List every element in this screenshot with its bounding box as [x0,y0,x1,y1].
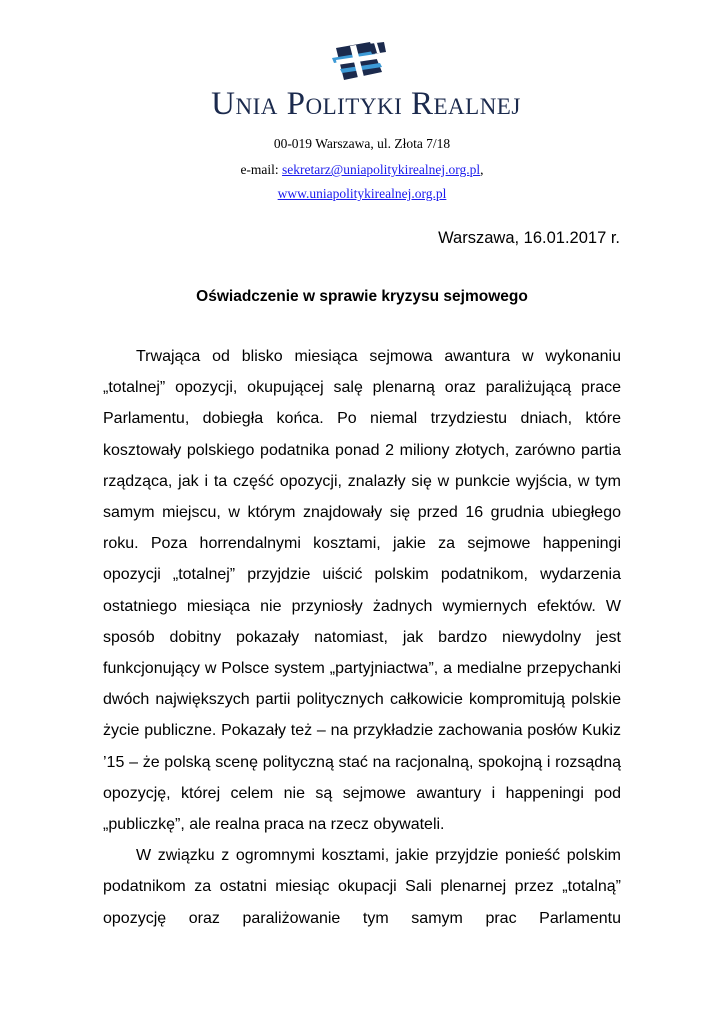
email-line [0,160,724,180]
upr-logo-icon [330,42,388,82]
document-title: Oświadczenie w sprawie kryzysu sejmowego [196,288,528,305]
document-body [103,341,621,934]
paragraph: W związku z ogromnymi kosztami, jakie przyjdzie ponieść polskim podatnikom za ostatni miesiąc okupacji Sali plenarnej przez „totalną” opozycję oraz paraliżowanie tym samym prac Parlamentu [103,847,621,927]
email-link[interactable]: sekretarz@uniapolitykirealnej.org.pl [282,162,481,177]
document-date: Warszawa, 16.01.2017 r. [438,229,620,247]
address-line: 00-019 Warszawa, ul. Złota 7/18 [273,136,451,151]
email-suffix: , [480,162,484,177]
website-line [0,184,724,204]
website-link[interactable]: www.uniapolitykirealnej.org.pl [277,186,447,201]
organization-name: Unia Polityki Realnej [211,86,521,122]
email-label: e-mail: [240,162,283,177]
paragraph: Trwająca od blisko miesiąca sejmowa awantura w wykonaniu „totalnej” opozycji, okupującej salę plenarną oraz paraliżującą prace Parlamentu, dobiegła końca. Po niemal trzydziestu dniach, które kosztowały polskiego podatnika ponad 2 miliony złotych, zarówno partia rządząca, jak i ta część opozycji, znalazły się w punkcie wyjścia, w tym samym miejscu, w którym znajdowały się przed 16 grudnia ubiegłego roku. Poza horrendalnymi kosztami, jakie za sejmowe happeningi opozycji „totalnej” przyjdzie uiścić polskim podatnikom, wydarzenia ostatniego miesiąca nie przyniosły żadnych wymiernych efektów. W sposób dobitny pokazały natomiast, jak bardzo niewydolny jest funkcjonujący w Polsce system „partyjniactwa”, a medialne przepychanki dwóch największych partii politycznych całkowicie kompromitują polskie życie publiczne. Pokazały też – na przykładzie zachowania posłów Kukiz ’15 – że polską scenę polityczną stać na racjonalną, spokojną i rozsądną opozycję, której celem nie są sejmowe awantury i happeningi pod „publiczkę”, ale realna praca na rzecz obywateli. [103,348,621,834]
